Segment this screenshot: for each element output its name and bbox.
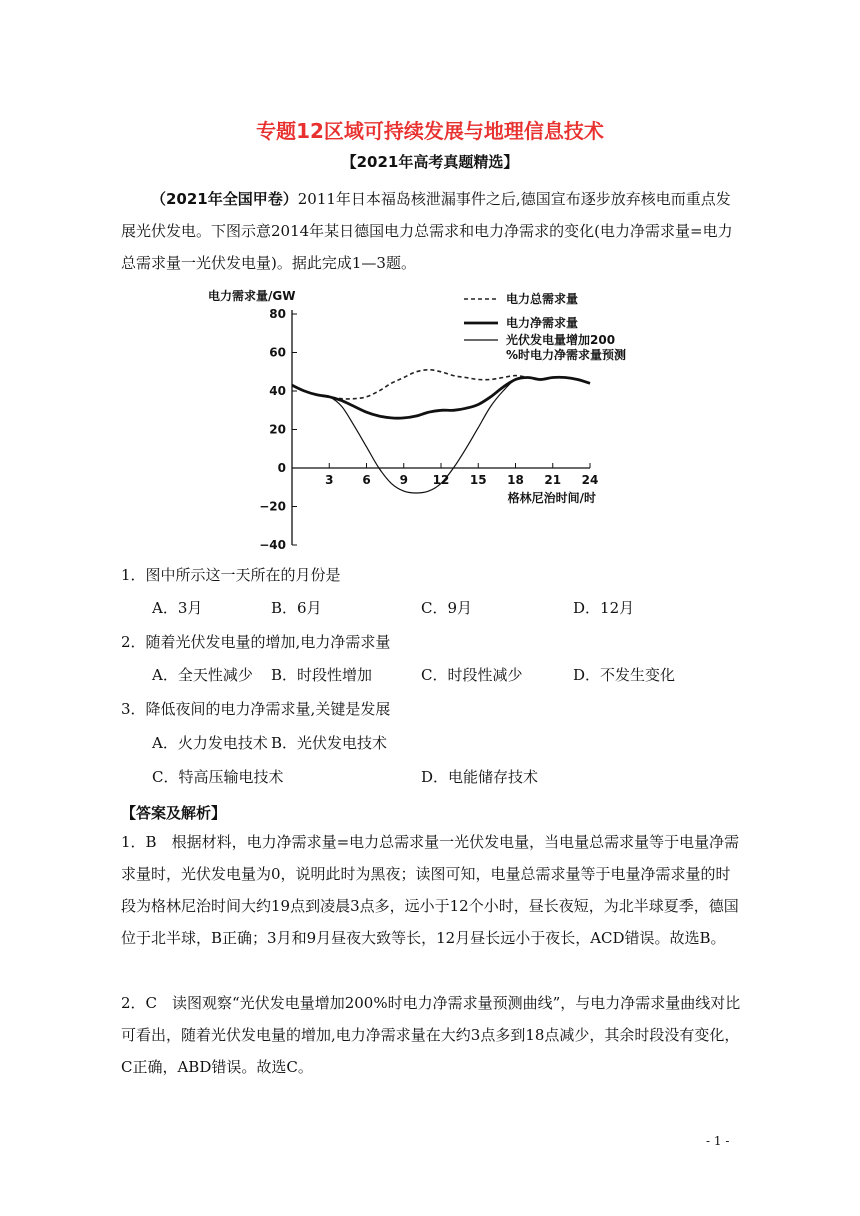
y-tick-label: 20 [269,422,286,437]
page-title: 专题12区域可持续发展与地理信息技术 [256,119,604,143]
y-tick-label: −40 [259,538,286,550]
answer-heading: 【答案及解析】 [121,804,227,822]
question-2: 2．随着光伏发电量的增加,电力净需求量 [121,633,391,651]
q3-option-b: B．光伏发电技术 [271,734,388,752]
intro-text: 2011年日本福岛核泄漏事件之后,德国宣布逐步放弃核电而重点发展光伏发电。下图示意2014年某日德国电力总需求和电力净需求的变化(电力净需求量=电力总需求量一光伏发电量)。据此完成1—3题。 [121,190,733,272]
question-3: 3．降低夜间的电力净需求量,关键是发展 [121,700,391,718]
x-tick-label: 3 [325,473,334,487]
q1-option-b: B．6月 [271,599,322,617]
q2-option-a: A．全天性减少 [152,666,253,684]
legend-forecast-label-line1: 光伏发电量增加200 [506,333,616,347]
section-subtitle: 【2021年高考真题精选】 [341,153,519,171]
answer-2: 2．C 读图观察“光伏发电量增加200%时电力净需求量预测曲线”，与电力净需求量曲线对比可看出，随着光伏发电量的增加,电力净需求量在大约3点多到18点减少，其余时段没有变化，C正确，ABD错误。故选C。 [121,994,741,1076]
y-tick-label: 40 [269,384,286,398]
total-demand-line [292,370,590,399]
q3-option-d: D．电能储存技术 [421,768,539,786]
q3-option-c: C．特高压输电技术 [152,768,284,786]
q2-option-c: C．时段性减少 [421,666,523,684]
legend-total-demand-label: 电力总需求量 [506,292,579,306]
q2-option-b: B．时段性增加 [271,666,373,684]
x-tick-label: 24 [581,473,599,487]
q1-option-a: A．3月 [152,599,203,617]
question-1: 1．图中所示这一天所在的月份是 [121,566,341,584]
legend-forecast-label-line2: %时电力净需求量预测 [506,348,627,362]
x-tick-label: 15 [469,473,487,487]
page-number: - 1 - [706,1134,730,1148]
x-tick-label: 12 [432,473,450,487]
net-demand-line [292,377,590,418]
x-tick-label: 21 [544,473,562,487]
power-demand-chart [196,288,656,550]
intro-paragraph [121,183,741,279]
y-axis-label: 电力需求量/GW [208,289,296,303]
intro-source: （2021年全国甲卷） [151,190,298,208]
q2-option-d: D．不发生变化 [573,666,676,684]
answer-1: 1．B 根据材料，电力净需求量=电力总需求量一光伏发电量，当电量总需求量等于电量净需求量时，光伏发电量为0，说明此时为黑夜；读图可知，电量总需求量等于电量净需求量的时段为格林尼治时间大约19点到凌晨3点多，远小于12个小时，昼长夜短，为北半球夏季，德国位于北半球，B正确；3月和9月昼夜大致等长，12月昼长远小于夜长，ACD错误。故选B。 [121,833,740,947]
x-tick-label: 6 [362,473,371,487]
y-tick-label: 0 [277,461,286,475]
y-tick-label: 80 [269,307,286,321]
q1-option-d: D．12月 [573,599,635,617]
x-tick-label: 18 [507,473,524,487]
x-tick-label: 9 [399,473,408,487]
y-tick-label: 60 [269,345,286,360]
q3-option-a: A．火力发电技术 [152,734,268,752]
legend-net-demand-label: 电力净需求量 [506,316,579,330]
chart-legend [464,291,626,362]
q1-option-c: C．9月 [421,599,473,617]
y-tick-label: −20 [259,499,286,514]
x-axis-label: 格林尼治时间/时 [507,491,596,505]
